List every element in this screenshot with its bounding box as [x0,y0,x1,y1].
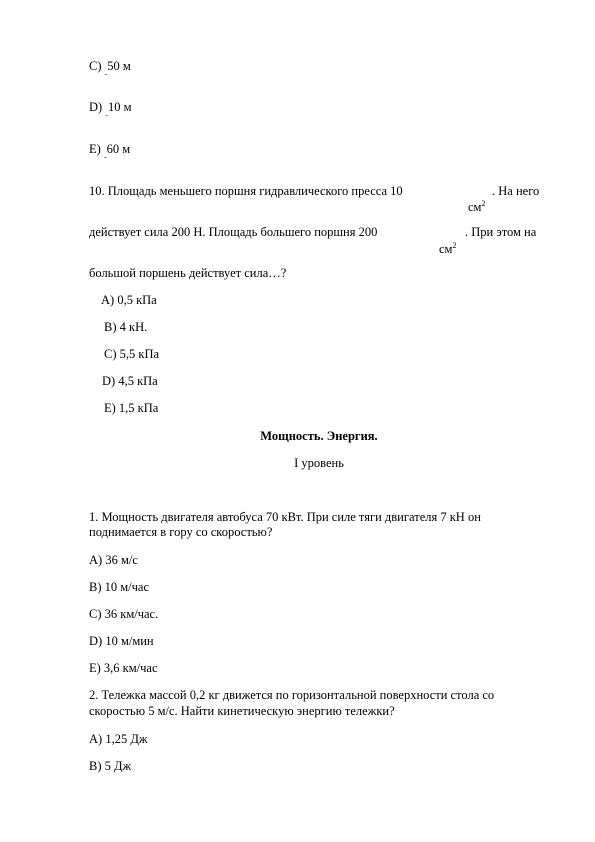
q10-line2 [89,225,377,240]
q10-text: 10. Площадь меньшего поршня гидравлического пресса 10 [89,184,403,198]
q10-option-a: A) 0,5 кПа [101,293,157,307]
q10-unit1 [468,196,485,215]
q2-line2: скоростью 5 м/с. Найти кинетическую энергию тележки? [89,704,395,718]
q1-option-c: C) 36 км/час. [89,607,159,621]
option-value: 10 м [108,100,132,114]
option-e [89,142,130,158]
q10-option-d: D) 4,5 кПа [102,374,158,388]
option-d [89,100,132,116]
option-value: 50 м [107,59,131,73]
q10-text: действует сила 200 Н. Площадь большего поршня 200 [89,225,378,239]
q10-line1 [89,184,403,199]
q1-line2: поднимается в гору со скоростью? [89,525,273,539]
tick-mark: ˍ [105,108,108,117]
q1-option-a: A) 36 м/с [89,553,138,567]
q2-line1: 2. Тележка массой 0,2 кг движется по горизонтальной поверхности стола со [89,688,495,702]
q10-line1-end [492,184,539,199]
q10-line3 [89,266,286,281]
option-letter: D) [89,100,103,114]
q10-option-b: B) 4 кН. [104,320,148,334]
q2-option-b: B) 5 Дж [89,759,132,773]
q1-option-d: D) 10 м/мин [89,634,154,648]
q10-text: . При этом на [465,225,537,239]
unit-text: см [439,242,453,257]
option-c [89,59,131,75]
q1-option-e: E) 3,6 км/час [89,661,158,675]
exponent: 2 [481,199,486,208]
q10-option-c: C) 5,5 кПа [104,347,160,361]
q1-option-b: B) 10 м/час [89,580,150,594]
q10-line2-end [465,225,536,240]
q2-option-a: A) 1,25 Дж [89,732,148,746]
section-title: Мощность. Энергия. [260,429,378,443]
exponent: 2 [452,241,457,250]
q10-option-e: E) 1,5 кПа [104,401,159,415]
unit-text: см [468,200,482,215]
option-letter: E) [89,142,101,156]
q10-text: . На него [492,184,540,198]
q10-unit2 [439,238,456,257]
q10-text: большой поршень действует сила…? [89,266,287,280]
option-value: 60 м [106,142,131,156]
q1-line1: 1. Мощность двигателя автобуса 70 кВт. При силе тяги двигателя 7 кН он [89,510,481,524]
section-level: I уровень [294,456,344,470]
option-letter: C) [89,59,102,73]
tick-mark: ˍ [104,67,108,76]
tick-mark: ˍ [103,150,107,159]
